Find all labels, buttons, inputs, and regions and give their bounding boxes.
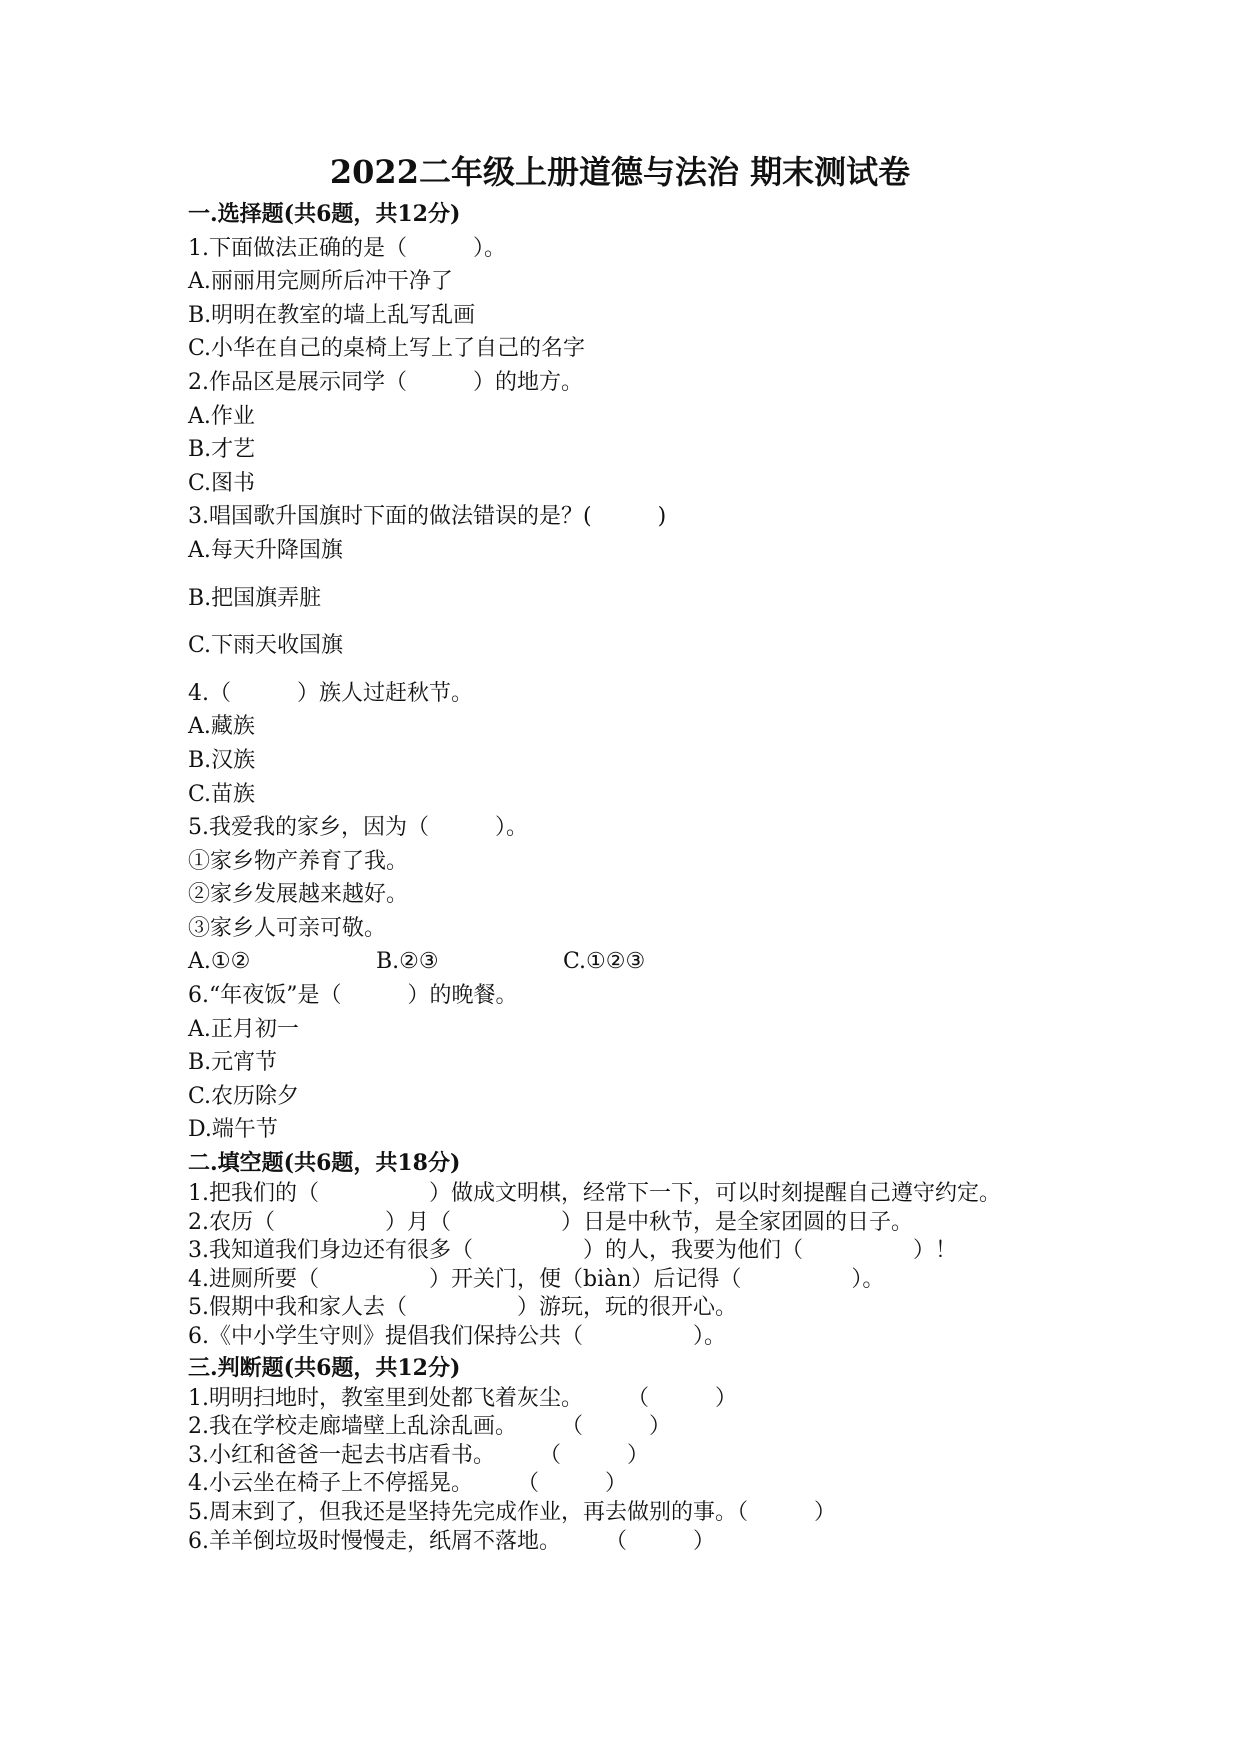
section-heading-choice: 一.选择题(共6题，共12分) (188, 201, 461, 227)
answer-option: A.正月初一 (188, 1016, 299, 1042)
fill-question: 6.《中小学生守则》提倡我们保持公共（ ）。 (188, 1324, 726, 1349)
answer-option: A.藏族 (188, 714, 255, 740)
judge-question: 5.周末到了，但我还是坚持先完成作业，再去做别的事。（ ） (188, 1499, 836, 1525)
answer-option: C.小华在自己的桌椅上写上了自己的名字 (188, 336, 586, 362)
judge-question: 1.明明扫地时，教室里到处都飞着灰尘。 （ ） (188, 1385, 737, 1411)
page-title: 2022二年级上册道德与法治 期末测试卷 (329, 153, 911, 191)
answer-option: B.明明在教室的墙上乱写乱画 (188, 302, 476, 328)
reason-item: ③家乡人可亲可敬。 (188, 915, 387, 941)
section-heading-judge: 三.判断题(共6题，共12分) (188, 1354, 461, 1381)
answer-option: B.元宵节 (188, 1050, 278, 1076)
judge-question: 6.羊羊倒垃圾时慢慢走，纸屑不落地。 （ ） (188, 1528, 715, 1554)
fill-question: 2.农历（ ）月（ ）日是中秋节，是全家团圆的日子。 (188, 1209, 913, 1235)
answer-option: C.①②③ (563, 949, 646, 975)
answer-option: B.才艺 (188, 437, 256, 463)
answer-option: A.①② (188, 949, 251, 975)
section-heading-fill: 二.填空题(共6题，共18分) (188, 1150, 461, 1177)
judge-question: 4.小云坐在椅子上不停摇晃。 （ ） (188, 1471, 627, 1497)
answer-option: A.每天升降国旗 (188, 537, 343, 563)
judge-question: 2.我在学校走廊墙壁上乱涂乱画。 （ ） (188, 1414, 671, 1440)
answer-option: A.作业 (188, 403, 255, 429)
question-stem: 5.我爱我的家乡，因为（ ）。 (188, 815, 528, 841)
answer-option: A.丽丽用完厕所后冲干净了 (188, 269, 453, 295)
question-stem: 2.作品区是展示同学（ ）的地方。 (188, 369, 583, 395)
answer-option: C.苗族 (188, 781, 256, 807)
answer-option: D.端午节 (188, 1117, 278, 1143)
question-stem: 4.（ ）族人过赶秋节。 (188, 680, 473, 706)
answer-option: C.下雨天收国旗 (188, 633, 344, 659)
question-stem: 1.下面做法正确的是（ ）。 (188, 235, 506, 261)
question-stem: 6.“年夜饭”是（ ）的晚餐。 (188, 983, 518, 1009)
exam-content (188, 198, 1068, 1556)
lower-sections (188, 1147, 1068, 1556)
answer-option: B.②③ (376, 949, 439, 975)
judge-question: 3.小红和爸爸一起去书店看书。 （ ） (188, 1442, 649, 1468)
fill-question: 5.假期中我和家人去（ ）游玩，玩的很开心。 (188, 1295, 737, 1321)
fill-question: 1.把我们的（ ）做成文明棋，经常下一下，可以时刻提醒自己遵守约定。 (188, 1181, 1001, 1207)
reason-item: ①家乡物产养育了我。 (188, 848, 409, 874)
fill-question: 3.我知道我们身边还有很多（ ）的人，我要为他们（ ）！ (188, 1238, 957, 1264)
answer-option: B.汉族 (188, 747, 256, 773)
answer-option: B.把国旗弄脏 (188, 585, 322, 611)
fill-question: 4.进厕所要（ ）开关门，便（biàn）后记得（ ）。 (188, 1266, 885, 1292)
answer-option: C.图书 (188, 470, 256, 496)
question-stem: 3.唱国歌升国旗时下面的做法错误的是？( ) (188, 504, 667, 530)
reason-item: ②家乡发展越来越好。 (188, 882, 409, 908)
answer-option: C.农历除夕 (188, 1083, 300, 1109)
answer-option-row (188, 945, 1068, 979)
